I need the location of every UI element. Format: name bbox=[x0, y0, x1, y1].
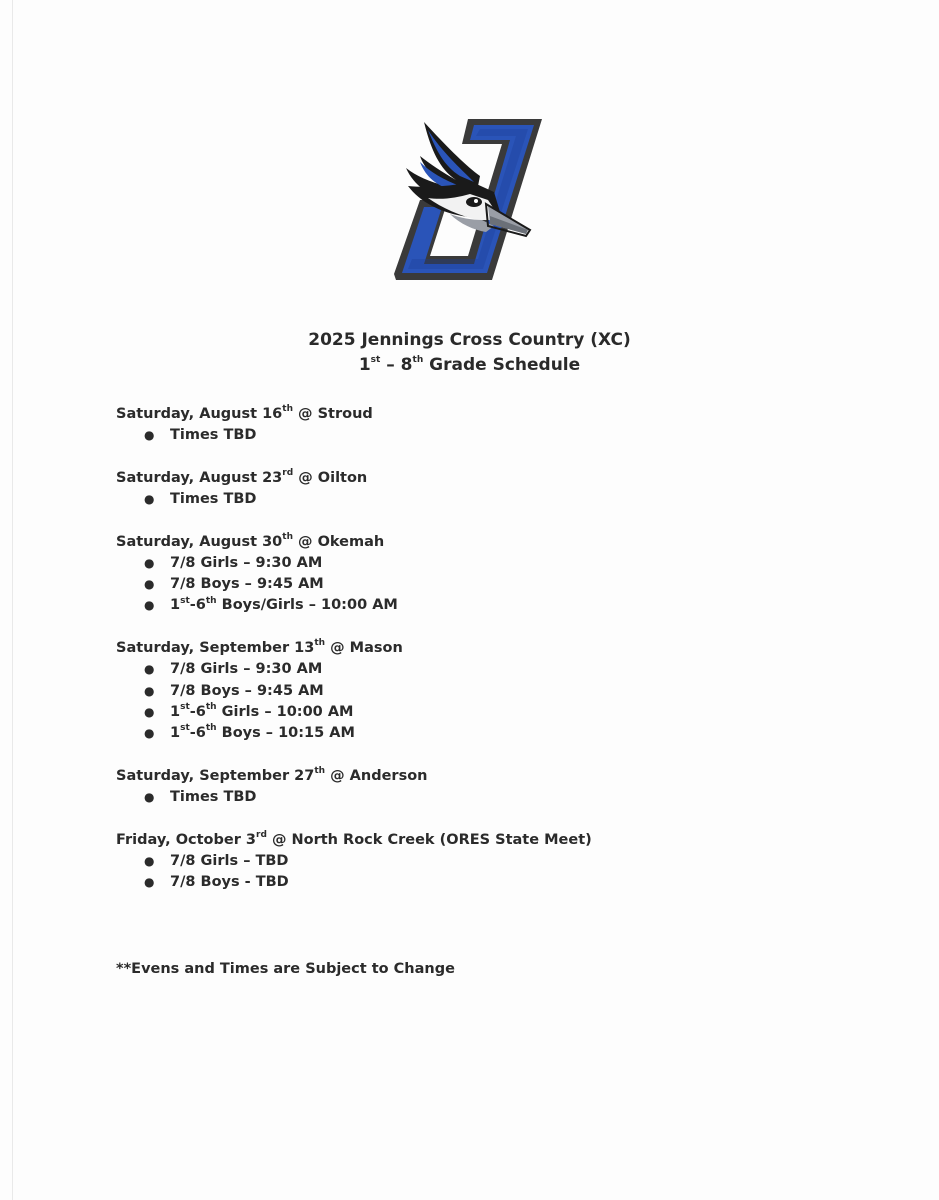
race-item bbox=[116, 425, 876, 446]
race-item bbox=[116, 872, 876, 893]
title-sup-th: th bbox=[412, 355, 424, 366]
change-notice: **Evens and Times are Subject to Change bbox=[116, 961, 455, 977]
race-item bbox=[116, 787, 876, 808]
race-grade-suffix: th bbox=[205, 595, 217, 606]
bullet-icon: ● bbox=[144, 428, 155, 442]
meet-date-suffix: th bbox=[282, 404, 293, 415]
race-text: Times TBD bbox=[170, 789, 257, 806]
race-text: -6 bbox=[189, 597, 206, 614]
race-list bbox=[116, 851, 876, 894]
meet-heading bbox=[116, 532, 876, 553]
bullet-icon: ● bbox=[144, 683, 155, 698]
race-item bbox=[116, 723, 876, 744]
race-list bbox=[116, 659, 876, 745]
bullet-icon: ● bbox=[144, 598, 155, 613]
meet-heading bbox=[116, 830, 876, 851]
race-text: Girls – 10:00 AM bbox=[216, 703, 354, 720]
meet-location: @ Stroud bbox=[293, 406, 373, 422]
race-text: 1 bbox=[170, 703, 181, 720]
race-item bbox=[116, 702, 876, 723]
bullet-icon: ● bbox=[144, 576, 155, 591]
meet-date: Saturday, September 27 bbox=[116, 768, 315, 785]
bullet-icon: ● bbox=[144, 704, 155, 719]
race-text: Times TBD bbox=[170, 427, 257, 443]
bullet-icon: ● bbox=[144, 491, 155, 506]
title-grade-start: 1 bbox=[358, 355, 371, 375]
meet-event bbox=[116, 468, 876, 510]
race-list bbox=[116, 425, 876, 446]
meet-schedule bbox=[116, 404, 876, 894]
race-item bbox=[116, 851, 876, 872]
race-grade-suffix: st bbox=[180, 595, 190, 606]
meet-heading bbox=[116, 468, 876, 489]
race-text: 1 bbox=[170, 597, 181, 614]
meet-date: Saturday, August 30 bbox=[116, 533, 283, 550]
race-text: 7/8 Girls – 9:30 AM bbox=[170, 554, 323, 571]
meet-location: @ Anderson bbox=[325, 768, 428, 785]
title-sup-st: st bbox=[370, 355, 381, 366]
meet-event bbox=[116, 766, 876, 808]
race-item bbox=[116, 659, 876, 680]
race-grade-suffix: st bbox=[180, 702, 190, 713]
race-text: Times TBD bbox=[170, 490, 257, 507]
meet-date-suffix: th bbox=[314, 766, 326, 777]
race-text: -6 bbox=[189, 703, 206, 720]
race-text: 1 bbox=[170, 725, 181, 742]
race-list bbox=[116, 489, 876, 510]
meet-event bbox=[116, 404, 876, 446]
meet-heading bbox=[116, 638, 876, 659]
race-grade-suffix: th bbox=[205, 702, 217, 713]
meet-date-suffix: rd bbox=[282, 467, 294, 478]
bullet-icon: ● bbox=[144, 853, 155, 868]
race-grade-suffix: th bbox=[205, 723, 217, 734]
title-line-2 bbox=[0, 353, 939, 378]
race-text: -6 bbox=[189, 725, 206, 742]
meet-event bbox=[116, 830, 876, 894]
race-text: 7/8 Boys – 9:45 AM bbox=[170, 575, 324, 592]
meet-date: Friday, October 3 bbox=[116, 831, 257, 848]
blue-jay-j-logo-icon bbox=[390, 116, 545, 282]
race-item bbox=[116, 595, 876, 616]
bullet-icon: ● bbox=[144, 726, 155, 741]
meet-date-suffix: th bbox=[314, 638, 326, 649]
meet-heading bbox=[116, 766, 876, 787]
race-item bbox=[116, 489, 876, 510]
bullet-icon: ● bbox=[144, 790, 155, 805]
meet-date: Saturday, August 23 bbox=[116, 469, 283, 486]
race-text: 7/8 Girls – 9:30 AM bbox=[170, 661, 323, 678]
race-text: 7/8 Girls – TBD bbox=[170, 852, 289, 869]
title-grade-suffix: Grade Schedule bbox=[423, 355, 581, 375]
race-text: Boys – 10:15 AM bbox=[216, 725, 355, 742]
bullet-icon: ● bbox=[144, 555, 155, 570]
meet-event bbox=[116, 532, 876, 617]
title-line-1: 2025 Jennings Cross Country (XC) bbox=[308, 330, 631, 350]
meet-location: @ North Rock Creek (ORES State Meet) bbox=[266, 831, 592, 848]
race-list bbox=[116, 553, 876, 617]
meet-date-suffix: rd bbox=[256, 830, 267, 841]
race-text: Boys/Girls – 10:00 AM bbox=[216, 597, 398, 614]
meet-date: Saturday, September 13 bbox=[116, 640, 315, 657]
meet-location: @ Mason bbox=[325, 640, 403, 657]
race-grade-suffix: st bbox=[180, 723, 190, 734]
meet-date-suffix: th bbox=[282, 531, 293, 542]
race-item bbox=[116, 681, 876, 702]
meet-event bbox=[116, 638, 876, 745]
race-item bbox=[116, 574, 876, 595]
bullet-icon: ● bbox=[144, 662, 155, 677]
title-grade-end: – 8 bbox=[380, 355, 413, 375]
bullet-icon: ● bbox=[144, 875, 155, 890]
meet-location: @ Okemah bbox=[293, 533, 385, 550]
meet-location: @ Oilton bbox=[293, 469, 368, 486]
race-item bbox=[116, 553, 876, 574]
meet-heading bbox=[116, 404, 876, 425]
race-list bbox=[116, 787, 876, 808]
race-text: 7/8 Boys – 9:45 AM bbox=[170, 682, 324, 699]
race-text: 7/8 Boys - TBD bbox=[170, 874, 289, 891]
scan-edge-line bbox=[12, 0, 13, 1200]
schedule-title bbox=[0, 328, 939, 378]
meet-date: Saturday, August 16 bbox=[116, 406, 283, 422]
